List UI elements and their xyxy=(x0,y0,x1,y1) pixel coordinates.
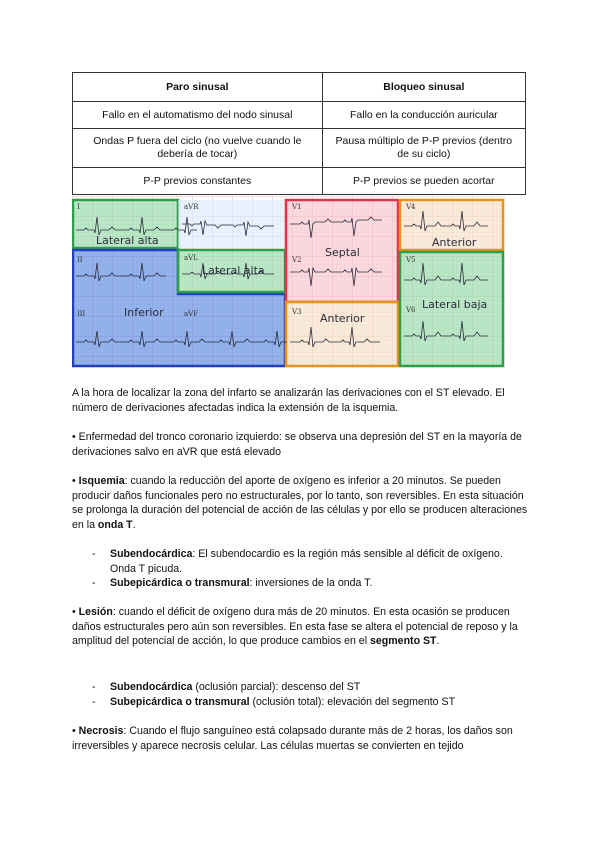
table-header: Bloqueo sinusal xyxy=(322,73,525,102)
table-row xyxy=(73,168,526,195)
table-row xyxy=(73,129,526,168)
region-label: Lateral baja xyxy=(422,298,488,311)
bullet-necrosis: • Necrosis: Cuando el flujo sanguíneo está colapsado durante más de 2 horas, los daños son irreversibles y aparece necrosis celular. Las células muertas se convierten en tejido xyxy=(72,725,513,752)
list-item: - Subepicárdica o transmural (oclusión total): elevación del segmento ST xyxy=(92,695,456,708)
comparison-table xyxy=(72,72,526,195)
lead-label: II xyxy=(77,256,83,264)
table-cell: Ondas P fuera del ciclo (no vuelve cuando le debería de tocar) xyxy=(73,129,323,168)
table-cell: Pausa múltiplo de P-P previos (dentro de su ciclo) xyxy=(322,129,525,168)
table-cell: Fallo en la conducción auricular xyxy=(322,102,525,129)
ecg-localization-figure xyxy=(72,196,505,368)
lead-label: aVR xyxy=(184,203,199,211)
lead-label: aVF xyxy=(184,310,199,318)
region-label: Septal xyxy=(325,246,360,259)
bullet-tronco: • Enfermedad del tronco coronario izquierdo: se observa una depresión del ST en la mayoría de derivaciones salvo en aVR que está elevado xyxy=(72,431,522,458)
region-label: Lateral alta xyxy=(202,264,265,277)
list-item: - Subendocárdica: El subendocardio es la región más sensible al déficit de oxígeno. xyxy=(92,548,503,560)
bullet-char: • xyxy=(72,725,76,737)
list-item: - Subendocárdica (oclusión parcial): descenso del ST xyxy=(92,681,361,693)
paragraph-intro: A la hora de localizar la zona del infarto se analizarán las derivaciones con el ST elevado. El número de derivaciones afectadas indica la extensión de la isquemia. xyxy=(72,387,505,414)
table-cell: P-P previos constantes xyxy=(73,168,323,195)
lead-label: V3 xyxy=(292,308,302,316)
isquemia-sublist xyxy=(92,547,532,591)
bullet-lesion: • Lesión: cuando el déficit de oxígeno dura más de 20 minutos. En esta ocasión se producen daños estructurales pero aún son reversibles. En esta fase se altera el potencial de reposo y la amplitud del potencial de acción, lo que produce cambios en el segmento ST. xyxy=(72,606,518,647)
region-label: Anterior xyxy=(320,312,365,325)
bullet-char: • xyxy=(72,475,76,487)
lead-label: V6 xyxy=(406,306,416,314)
lead-label: I xyxy=(77,203,80,211)
table-cell: Fallo en el automatismo del nodo sinusal xyxy=(73,102,323,129)
table-header: Paro sinusal xyxy=(73,73,323,102)
list-item: - Subepicárdica o transmural: inversiones de la onda T. xyxy=(92,577,373,589)
bullet-char: • xyxy=(72,431,76,443)
list-item-continuation: Onda T picuda. xyxy=(110,562,183,575)
region-label: Lateral alta xyxy=(96,234,159,247)
region-label: Anterior xyxy=(432,236,477,249)
bullet-isquemia: • Isquemia: cuando la reducción del aporte de oxígeno es inferior a 20 minutos. Se pueden producir daños funcionales pero no estructurales, por lo tanto, son reversibles. En esta situación se prolonga la duración del potencial de acción de las células y por ello se producen alteraciones en la onda T. xyxy=(72,475,528,531)
region-label: Inferior xyxy=(124,306,164,319)
lead-label: V2 xyxy=(292,256,302,264)
lead-label: V5 xyxy=(406,256,416,264)
lead-label: III xyxy=(77,310,86,318)
lead-label: aVL xyxy=(184,254,198,262)
table-cell: P-P previos se pueden acortar xyxy=(322,168,525,195)
lead-label: V4 xyxy=(406,203,416,211)
table-header-row xyxy=(73,73,526,102)
lesion-sublist xyxy=(92,680,532,709)
bullet-char: • xyxy=(72,606,76,618)
lead-label: V1 xyxy=(292,203,302,211)
table-row xyxy=(73,102,526,129)
